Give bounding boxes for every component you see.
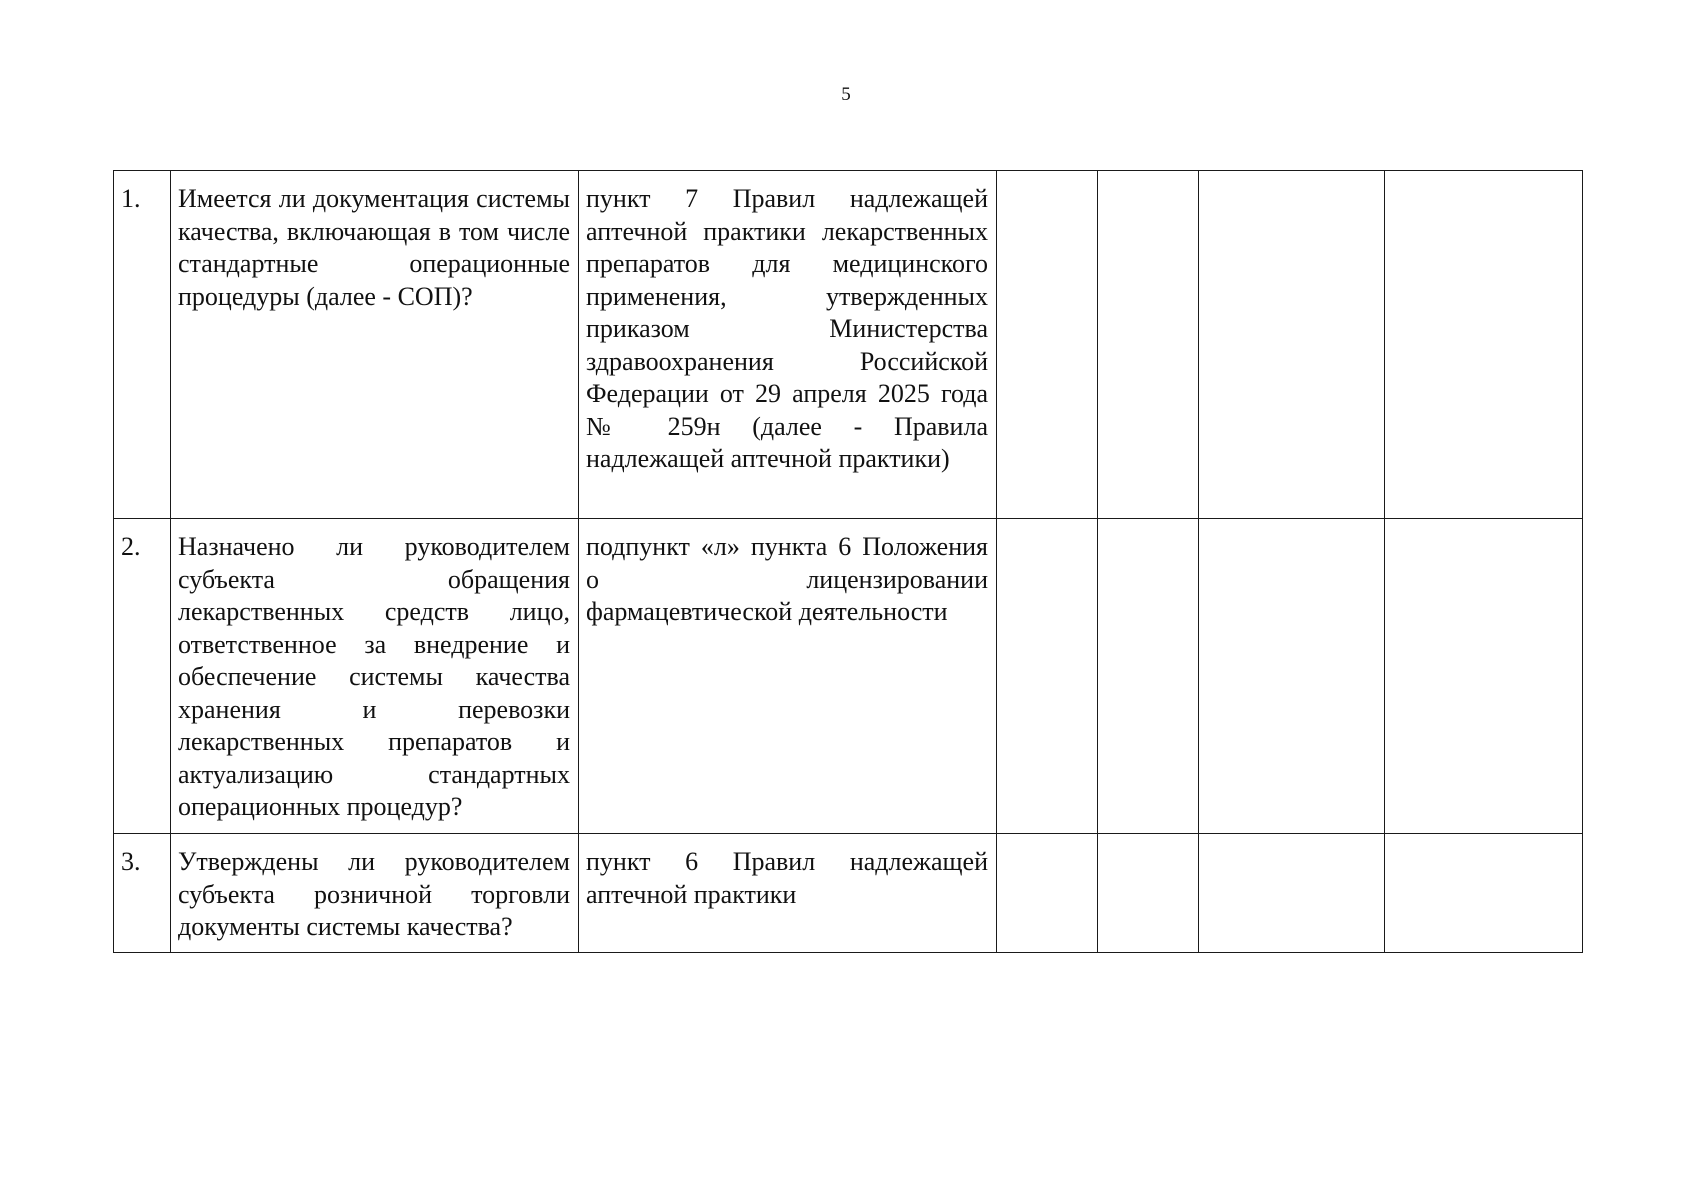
page-number: 5: [841, 84, 851, 105]
answer-cell-no[interactable]: [1098, 171, 1199, 519]
legal-reference-cell: пункт 6 Правил надлежащей аптечной практики: [579, 834, 997, 953]
answer-cell-no[interactable]: [1098, 519, 1199, 834]
answer-cell-yes[interactable]: [997, 519, 1098, 834]
answer-cell-not-applicable[interactable]: [1199, 834, 1385, 953]
answer-cell-no[interactable]: [1098, 834, 1199, 953]
answer-cell-yes[interactable]: [997, 171, 1098, 519]
table-row: [114, 171, 1583, 519]
legal-reference-cell: пункт 7 Правил надлежащей аптечной практики лекарственных препаратов для медицинского применения, утвержденных приказом Министерства здравоохранения Российской Федерации от 29 апреля 2025 года № 259н (далее - Правила надлежащей аптечной практики): [579, 171, 997, 519]
note-cell[interactable]: [1385, 834, 1583, 953]
note-cell[interactable]: [1385, 519, 1583, 834]
row-number: 1.: [114, 171, 171, 519]
answer-cell-not-applicable[interactable]: [1199, 171, 1385, 519]
answer-cell-not-applicable[interactable]: [1199, 519, 1385, 834]
question-cell: Назначено ли руководителем субъекта обращения лекарственных средств лицо, ответственное за внедрение и обеспечение системы качества хранения и перевозки лекарственных препаратов и актуализацию стандартных операционных процедур?: [171, 519, 579, 834]
answer-cell-yes[interactable]: [997, 834, 1098, 953]
question-cell: Утверждены ли руководителем субъекта розничной торговли документы системы качества?: [171, 834, 579, 953]
requirements-table: [113, 170, 1583, 953]
row-number: 2.: [114, 519, 171, 834]
table-row: [114, 519, 1583, 834]
table-row: [114, 834, 1583, 953]
note-cell[interactable]: [1385, 171, 1583, 519]
question-cell: Имеется ли документация системы качества, включающая в том числе стандартные операционные процедуры (далее - СОП)?: [171, 171, 579, 519]
legal-reference-cell: подпункт «л» пункта 6 Положения о лицензировании фармацевтической деятельности: [579, 519, 997, 834]
row-number: 3.: [114, 834, 171, 953]
